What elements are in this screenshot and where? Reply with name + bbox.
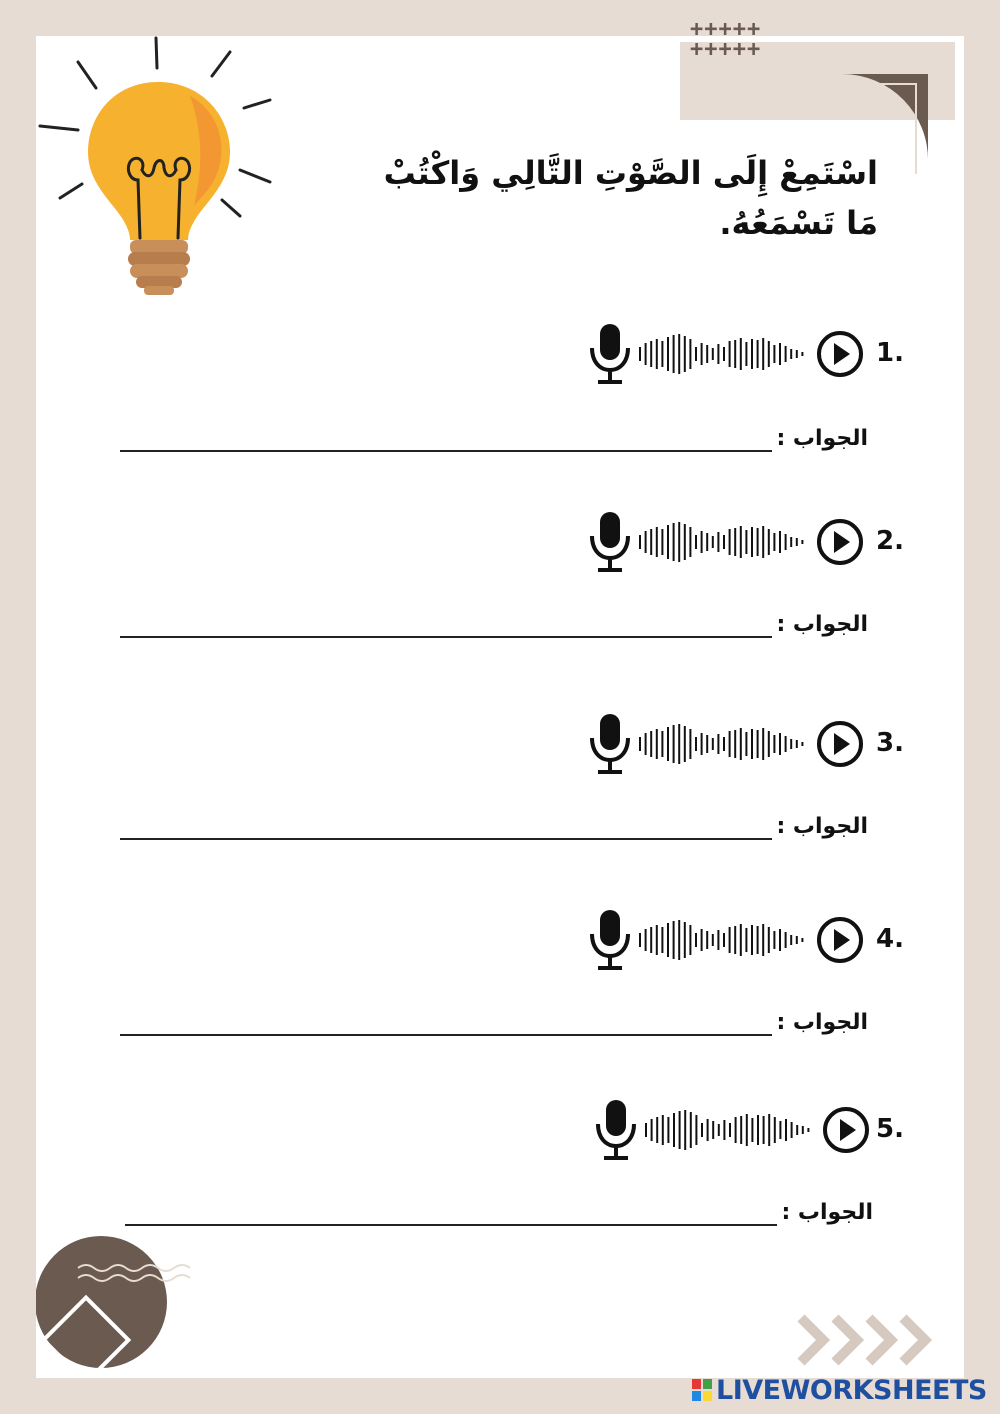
item-number: 3. [876, 728, 904, 758]
brand-name: LIVEWORKSHEETS [716, 1374, 987, 1406]
play-button[interactable] [822, 1106, 870, 1154]
microphone-icon [588, 510, 632, 574]
answer-input-line[interactable] [120, 1034, 772, 1036]
answer-label: الجواب : [776, 1010, 868, 1035]
audio-item [588, 322, 916, 392]
instruction-title: اسْتَمِعْ إِلَى الصَّوْتِ التَّالِي وَاكْتُبْ مَا تَسْمَعُهُ. [383, 154, 878, 242]
audio-item [588, 908, 916, 978]
play-button[interactable] [816, 720, 864, 768]
item-number: 5. [876, 1114, 904, 1144]
plus-pattern-decor: +++++ +++++ [690, 17, 762, 62]
sound-wave-icon [638, 918, 810, 962]
answer-label: الجواب : [776, 814, 868, 839]
sound-wave-icon [638, 722, 810, 766]
audio-item [588, 510, 916, 580]
brand-logo-icon [692, 1379, 712, 1401]
play-button[interactable] [816, 330, 864, 378]
arrows-decor [795, 1312, 955, 1368]
lightbulb-icon [30, 30, 280, 300]
answer-row [120, 422, 868, 462]
answer-row [120, 1006, 868, 1046]
microphone-icon [588, 908, 632, 972]
microphone-icon [588, 322, 632, 386]
answer-row [125, 1196, 873, 1236]
item-number: 1. [876, 338, 904, 368]
item-number: 2. [876, 526, 904, 556]
item-number: 4. [876, 924, 904, 954]
answer-input-line[interactable] [120, 636, 772, 638]
answer-row [120, 810, 868, 850]
audio-item [588, 712, 916, 782]
answer-input-line[interactable] [125, 1224, 777, 1226]
answer-input-line[interactable] [120, 450, 772, 452]
answer-row [120, 608, 868, 648]
answer-input-line[interactable] [120, 838, 772, 840]
microphone-icon [594, 1098, 638, 1162]
answer-label: الجواب : [776, 612, 868, 637]
play-button[interactable] [816, 916, 864, 964]
sound-wave-icon [638, 520, 810, 564]
sound-wave-icon [638, 332, 810, 376]
audio-item [594, 1098, 916, 1168]
microphone-icon [588, 712, 632, 776]
sound-wave-icon [644, 1108, 816, 1152]
liveworksheets-brand [692, 1374, 987, 1406]
answer-label: الجواب : [776, 426, 868, 451]
circle-decor [36, 1236, 206, 1378]
answer-label: الجواب : [781, 1200, 873, 1225]
play-button[interactable] [816, 518, 864, 566]
